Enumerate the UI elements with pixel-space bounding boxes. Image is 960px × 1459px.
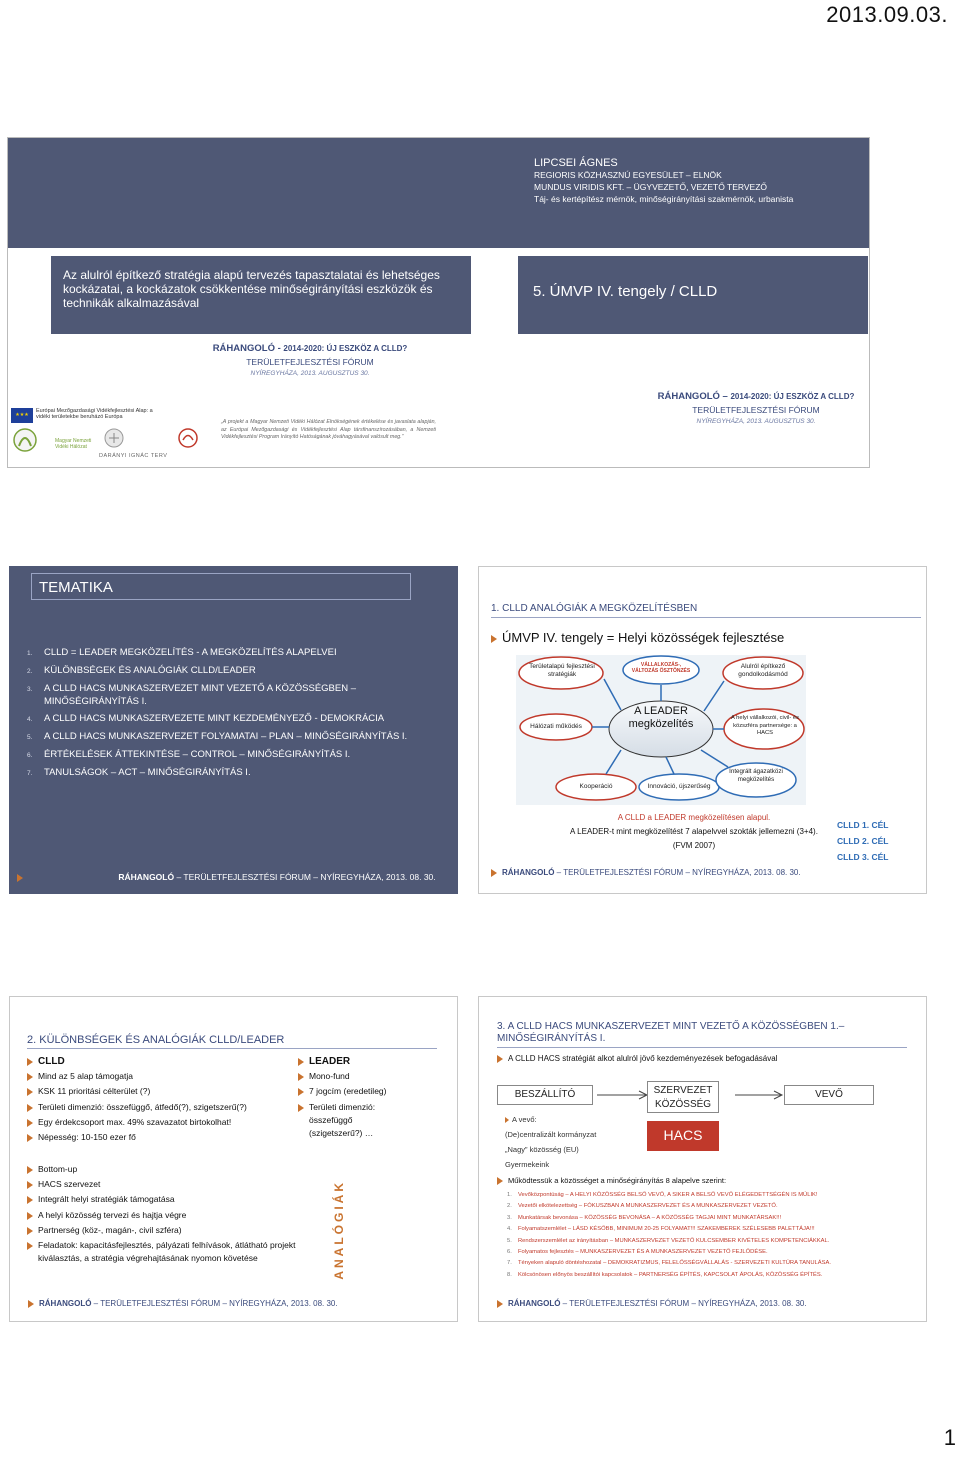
author-line4: Táj- és kertépítész mérnök, minőségirányítási szakmérnök, urbanista [534, 194, 794, 204]
list-item: 7 jogcím (eredetileg) [298, 1085, 398, 1098]
supplier-box: BESZÁLLÍTÓ [497, 1085, 593, 1105]
author-name: LIPCSEI ÁGNES [534, 157, 618, 169]
slide-clld-analogies [478, 566, 927, 894]
rah-left-sub: 2014-2020: ÚJ ESZKÖZ A CLLD? [283, 344, 408, 353]
hacs-box: HACS [647, 1121, 719, 1151]
list-item: Egy érdekcsoport max. 49% szavazatot birtokolhat! [27, 1116, 277, 1129]
principles-list [507, 1190, 917, 1281]
clld-goals: CLLD 1. CÉL CLLD 2. CÉL CLLD 3. CÉL [837, 820, 889, 862]
page-date: 2013.09.03. [826, 2, 948, 27]
list-item: A helyi közösség tervezi és hajtja végre [27, 1209, 297, 1222]
list-item: 4. A CLLD HACS MUNKASZERVEZETE MINT KEZDEMÉNYEZŐ - DEMOKRÁCIA [27, 713, 385, 724]
bullet-triangle-icon [28, 1300, 34, 1308]
diagram-node: Alulról építkező gondolkodásmód [738, 663, 788, 678]
list-item: 6. ÉRTÉKELÉSEK ÁTTEKINTÉSE – CONTROL – MINŐSÉGIRÁNYÍTÁS I. [27, 749, 351, 760]
rah-right-forum: TERÜLETFEJLESZTÉSI FÓRUM [692, 405, 820, 415]
diagram-node: Hálózati működés [530, 723, 582, 730]
slide2-footer: RÁHANGOLÓ – TERÜLETFEJLESZTÉSI FÓRUM – NYÍREGYHÁZA, 2013. 08. 30. [17, 872, 436, 882]
rah-left-label: RÁHANGOLÓ - [212, 343, 284, 354]
list-item: Feladatok: kapacitásfejlesztés, pályázati felhívások, átlátható projekt kiválasztás, a stratégia végrehajtásának nyomon követése [27, 1239, 297, 1265]
bullet-triangle-icon [497, 1300, 503, 1308]
diagram-node: Innováció, újszerűség [647, 783, 711, 790]
slide3-bullet: ÚMVP IV. tengely = Helyi közösségek fejlesztése [491, 630, 784, 645]
author-line3: MUNDUS VIRIDIS KFT. – ÜGYVEZETŐ, VEZETŐ TERVEZŐ [534, 182, 767, 192]
leader-diagram [516, 655, 806, 805]
slide5-title: 3. A CLLD HACS MUNKASZERVEZET MINT VEZETŐ A KÖZÖSSÉGBEN 1.– MINŐSÉGIRÁNYÍTÁS I. [497, 1021, 845, 1044]
slide5-footer: RÁHANGOLÓ – TERÜLETFEJLESZTÉSI FÓRUM – NYÍREGYHÁZA, 2013. 08. 30. [497, 1299, 807, 1308]
tematika-title: TEMATIKA [31, 573, 411, 600]
list-item: Integrált helyi stratégiák támogatása [27, 1193, 297, 1206]
principles-header: Működtessük a közösséget a minőségirányítás 8 alapelve szerint: [497, 1176, 726, 1185]
rah-left-forum: TERÜLETFEJLESZTÉSI FÓRUM [246, 357, 374, 367]
list-item: HACS szervezet [27, 1178, 297, 1191]
rahangolo-right [641, 391, 871, 425]
customer-box: VEVŐ [784, 1085, 874, 1105]
diagram-node: VÁLLALKOZÁS-, VÁLTOZÁS ÖSZTÖNZÉS [631, 662, 691, 674]
slide4-title: 2. KÜLÖNBSÉGEK ÉS ANALÓGIÁK CLLD/LEADER [27, 1034, 285, 1046]
mnvh-logo-text: Magyar Nemzeti Vidéki Hálózat [55, 438, 92, 450]
list-item: 8. Kölcsönösen előnyös beszállítói kapcsolatok – PARTNERSÉG ÉPÍTÉS, KAPCSOLAT ÁPOLÁS, KÖZÖSSÉG ÉPÍTÉS. [507, 1271, 823, 1278]
eu-caption: Európai Mezőgazdasági Vidékfejlesztési Alap: a vidéki területekbe beruházó Európa [36, 408, 153, 420]
list-item: 2. KÜLÖNBSÉGEK ÉS ANALÓGIÁK CLLD/LEADER [27, 665, 256, 676]
slide-tematika [9, 566, 458, 894]
author-line2: REGIORIS KÖZHASZNÚ EGYESÜLET – ELNÖK [534, 170, 722, 180]
diagram-node: Kooperáció [579, 783, 613, 790]
list-item: Partnerség (köz-, magán-, civil szféra) [27, 1224, 297, 1237]
rahangolo-left [180, 343, 440, 377]
slide5-bullet: A CLLD HACS stratégiát alkot alulról jövő kezdeményezések befogadásával [497, 1054, 777, 1063]
slide-hacs-leader [478, 996, 927, 1322]
slide3-title: 1. CLLD ANALÓGIÁK A MEGKÖZELÍTÉSBEN [491, 603, 698, 614]
rah-right-sub: 2014-2020: ÚJ ESZKÖZ A CLLD? [730, 392, 855, 401]
leader-list [298, 1055, 398, 1140]
list-item: Területi dimenzió: összefüggő (szigetszerű?) … [298, 1101, 398, 1141]
logo-strip [11, 408, 211, 463]
list-item: 7. Tényeken alapuló döntéshozatal – DEMOKRATIZMUS, FELELŐSSÉGVÁLLALÁS - SZERVEZETI KULTÚRA TANULÁSA. [507, 1260, 831, 1267]
divider [491, 617, 921, 618]
rah-right-label: RÁHANGOLÓ – [657, 391, 731, 402]
list-item: 2. Vezetői elkötelezettség – FÓKUSZBAN A MUNKASZERVEZET ÉS A MUNKASZERVEZET VEZETŐ. [507, 1203, 778, 1210]
list-item: Mind az 5 alap támogatja [27, 1070, 277, 1083]
eu-flag-icon: ★★★ [11, 408, 33, 423]
diagram-caption: A CLLD a LEADER megközelítésen alapul. A LEADER-t mint megközelítést 7 alapelvvel szokták jellemezni (3+4). (FVM 2007) [570, 813, 818, 850]
list-item: CLLD [27, 1055, 277, 1068]
diagram-node: A helyi vállalkozói, civil- és közszféra partnersége: a HACS [731, 715, 799, 736]
list-item: 5. Rendszerszemlélet az irányításban – MUNKASZERVEZET VEZETŐ KULCSEMBER KIVÉTELES KOMPETENCIÁKKAL. [507, 1237, 830, 1244]
bullet-triangle-icon [491, 869, 497, 877]
tematika-list [27, 646, 447, 780]
diagram-node: Területalapú fejlesztési stratégiák [529, 663, 595, 678]
bullet-triangle-icon [17, 874, 23, 882]
funding-quote: „A projekt a Magyar Nemzeti Vidéki Hálózat Elnökségének értékelése és javaslata alapján, az Európai Mezőgazdasági és Vidékfejlesztési Alap társfinanszírozásában, a Nemzeti Vidékfejlesztési Program Irányító Hatóságának jóváhagyásával valósult meg.” [221, 419, 436, 440]
page-number: 1 [943, 1425, 956, 1450]
list-item: LEADER [298, 1055, 398, 1068]
divider [27, 1048, 437, 1049]
bullet-triangle-icon [491, 635, 497, 643]
daranyi-logo-text: DARÁNYI IGNÁC TERV [99, 453, 168, 459]
slide-differences [9, 996, 458, 1322]
bullet-triangle-icon [497, 1055, 503, 1063]
bullet-triangle-icon [497, 1177, 503, 1185]
list-item: Népesség: 10-150 ezer fő [27, 1131, 277, 1144]
slide-subtitle-box: 5. ÚMVP IV. tengely / CLLD [518, 256, 868, 334]
slide4-footer: RÁHANGOLÓ – TERÜLETFEJLESZTÉSI FÓRUM – NYÍREGYHÁZA, 2013. 08. 30. [28, 1299, 338, 1308]
author-info [534, 157, 793, 205]
common-list [27, 1163, 297, 1265]
diagram-center: A LEADER megközelítés [628, 705, 694, 730]
list-item: 1. CLLD = LEADER MEGKÖZELÍTÉS - A MEGKÖZELÍTÉS ALAPELVEI [27, 647, 337, 658]
list-item: Bottom-up [27, 1163, 297, 1176]
rah-left-loc: NYÍREGYHÁZA, 2013. AUGUSZTUS 30. [250, 370, 370, 377]
org-box: SZERVEZET KÖZÖSSÉG [647, 1081, 719, 1113]
rah-right-loc: NYÍREGYHÁZA, 2013. AUGUSZTUS 30. [696, 418, 816, 425]
list-item: 4. Folyamatszemlélet – LÁSD KÉSŐBB, MINIMUM 20-25 FOLYAMAT!!! SZAKEMBEREK SZÉLESEBB PALETTÁJA!!! [507, 1226, 815, 1233]
list-item: Területi dimenzió: összefüggő, átfedő(?), szigetszerű(?) [27, 1101, 277, 1114]
list-item: 6. Folyamatos fejlesztés – MUNKASZERVEZET ÉS A MUNKASZERVEZET VEZETŐ FEJLŐDÉSE. [507, 1249, 768, 1256]
list-item: KSK 11 prioritási célterület (?) [27, 1085, 277, 1098]
clld-list [27, 1055, 277, 1144]
list-item: 3. Munkatársak bevonása – KÖZÖSSÉG BEVONÁSA – A KÖZÖSSÉG TAGJAI MINT MUNKATÁRSAK!!! [507, 1214, 782, 1221]
slide3-footer: RÁHANGOLÓ – TERÜLETFEJLESZTÉSI FÓRUM – NYÍREGYHÁZA, 2013. 08. 30. [491, 868, 801, 877]
list-item: 7. TANULSÁGOK – ACT – MINŐSÉGIRÁNYÍTÁS I. [27, 767, 251, 778]
analogiak-label: ANALÓGIÁK [332, 1180, 346, 1280]
divider [497, 1047, 907, 1048]
list-item: 1. Vevőközpontúság – A HELYI KÖZÖSSÉG BELSŐ VEVŐ, A SIKER A BELSŐ VEVŐ ELÉGEDETTSÉGÉN IS MÚLIK! [507, 1192, 818, 1198]
lecture-title-box: Az alulról építkező stratégia alapú tervezés tapasztalatai és lehetséges kockázatai, a kockázatok csökkentése minőségirányítási eszközök és technikák alkalmazásával [51, 256, 471, 334]
list-item: 3. A CLLD HACS MUNKASZERVEZET MINT VEZETŐ A KÖZÖSSÉGBEN – MINŐSÉGIRÁNYÍTÁS I. [27, 683, 356, 707]
diagram-node: Integrált ágazatközi megközelítés [729, 768, 783, 783]
slide-title [7, 137, 870, 468]
list-item: Mono-fund [298, 1070, 398, 1083]
customer-info: A vevő: (De)centralizált kormányzat „Nagy” közösség (EU) Gyermekeink [505, 1115, 597, 1169]
list-item: 5. A CLLD HACS MUNKASZERVEZET FOLYAMATAI – PLAN – MINŐSÉGIRÁNYÍTÁS I. [27, 731, 408, 742]
